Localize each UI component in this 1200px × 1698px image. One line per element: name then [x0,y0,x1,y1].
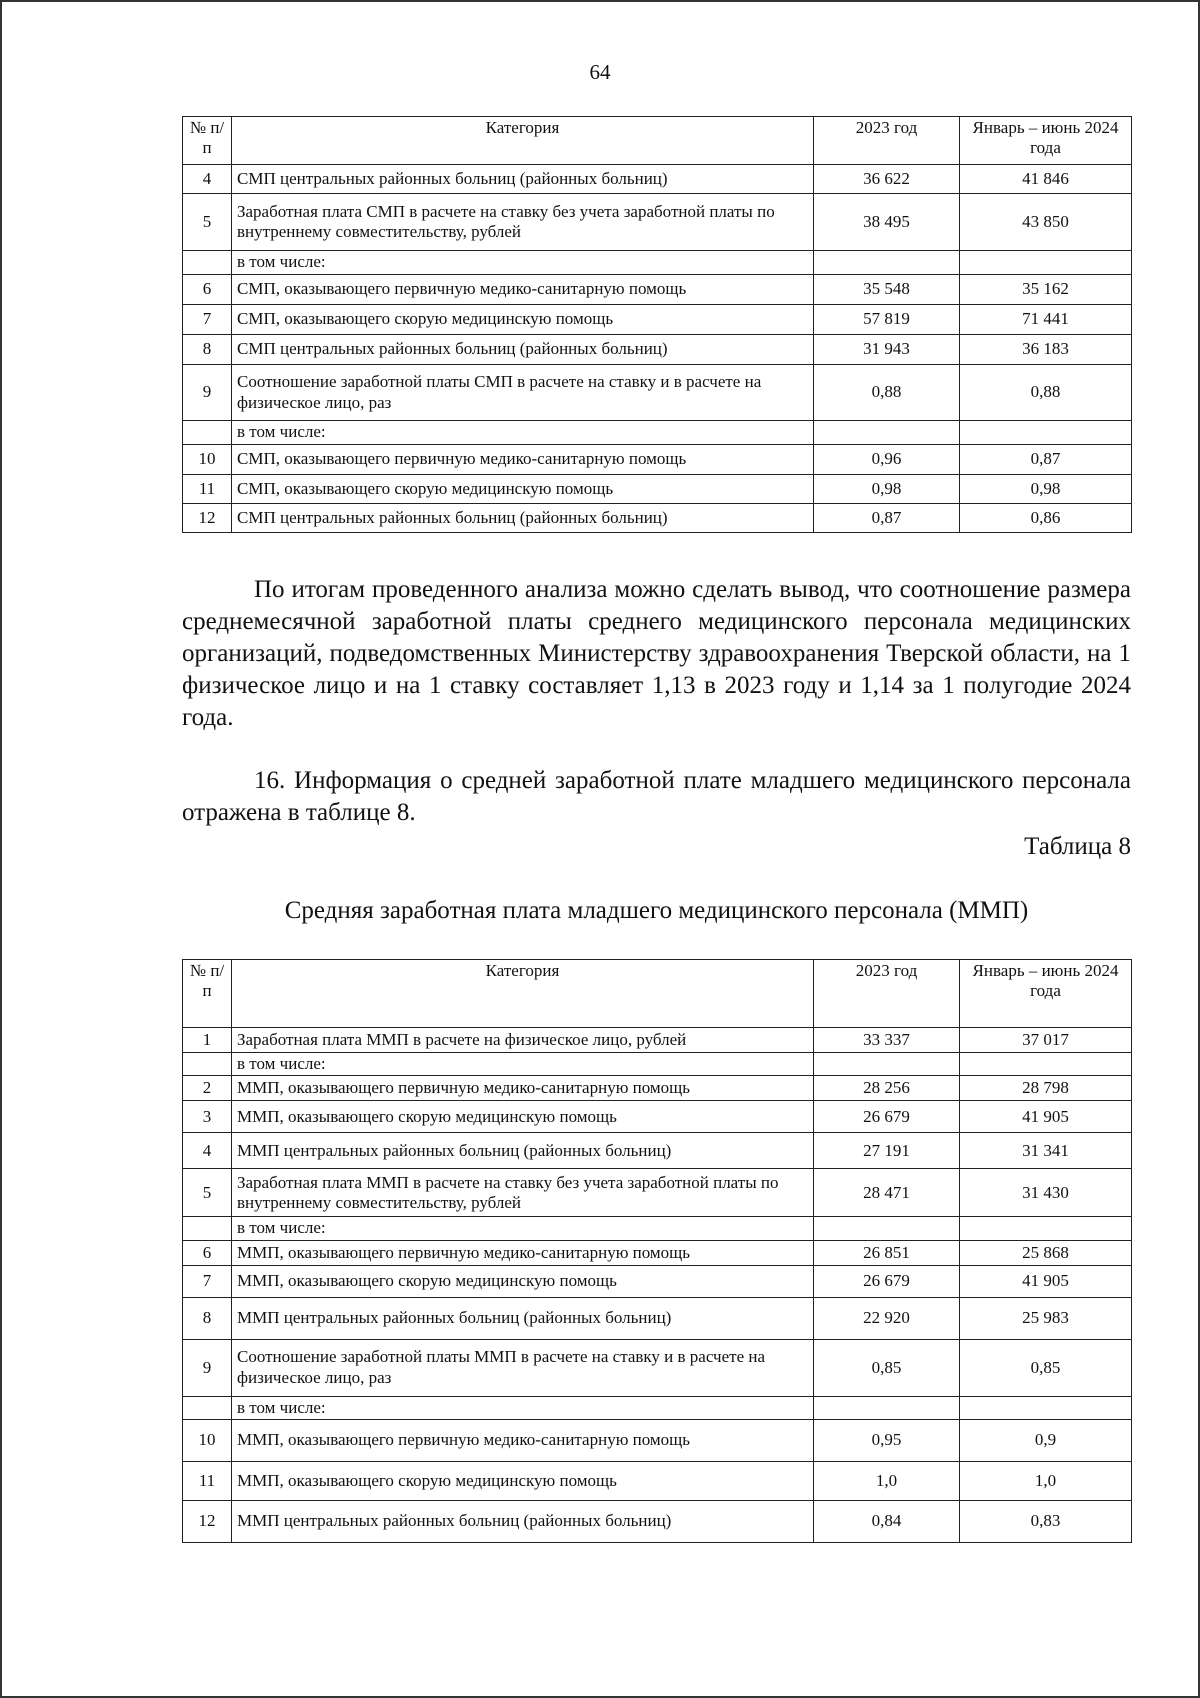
conclusion-paragraph: По итогам проведенного анализа можно сделать вывод, что соотношение размера среднемесячной заработной платы среднего медицинского персонала медицинских организаций, подведомственных Министерству здравоохранения Тверской области, на 1 физическое лицо и на 1 ставку составляет 1,13 в 2023 году и 1,14 за 1 полугодие 2024 года. [182,576,1131,731]
table-row [183,1169,1132,1217]
row-number: 2 [183,1076,232,1101]
header-2023: 2023 год [814,117,960,165]
table-row [183,475,1132,504]
row-value-2024: 25 868 [960,1240,1132,1265]
row-category: ММП, оказывающего скорую медицинскую помощь [232,1462,814,1501]
row-category: в том числе: [232,1053,814,1076]
row-number: 5 [183,1169,232,1217]
table-row [183,1240,1132,1265]
row-category: ММП, оказывающего скорую медицинскую помощь [232,1265,814,1297]
header-number: № п/п [183,117,232,165]
header-category: Категория [232,117,814,165]
row-number: 6 [183,275,232,305]
row-number [183,1396,232,1419]
salary-table-smp [182,116,1132,533]
row-value-2024 [960,421,1132,445]
table-row [183,1217,1132,1240]
row-category: ММП центральных районных больниц (районных больниц) [232,1133,814,1169]
row-number: 1 [183,1028,232,1053]
row-number: 3 [183,1101,232,1133]
table-row [183,275,1132,305]
table-row [183,445,1132,475]
table-row [183,1462,1132,1501]
row-value-2024: 41 905 [960,1265,1132,1297]
table-row [183,1028,1132,1053]
row-number: 12 [183,504,232,533]
row-category: СМП, оказывающего скорую медицинскую помощь [232,475,814,504]
row-value-2023: 31 943 [814,335,960,365]
table-row [183,305,1132,335]
row-value-2024: 28 798 [960,1076,1132,1101]
row-value-2024: 31 341 [960,1133,1132,1169]
row-value-2023 [814,1053,960,1076]
row-value-2024: 25 983 [960,1297,1132,1339]
row-value-2023 [814,1217,960,1240]
table-row [183,1053,1132,1076]
row-value-2024: 0,98 [960,475,1132,504]
row-category: ММП, оказывающего первичную медико-санитарную помощь [232,1240,814,1265]
row-number [183,1217,232,1240]
row-category: ММП, оказывающего первичную медико-санитарную помощь [232,1420,814,1462]
row-value-2024: 1,0 [960,1462,1132,1501]
row-value-2024: 36 183 [960,335,1132,365]
row-category: в том числе: [232,251,814,275]
row-number: 10 [183,445,232,475]
row-value-2023: 35 548 [814,275,960,305]
row-number: 10 [183,1420,232,1462]
header-2024: Январь – июнь 2024 года [960,960,1132,1028]
row-number: 4 [183,1133,232,1169]
table-row [183,1501,1132,1543]
row-number: 5 [183,194,232,251]
table-row [183,1339,1132,1396]
row-value-2024: 71 441 [960,305,1132,335]
row-value-2023: 22 920 [814,1297,960,1339]
table-row [183,251,1132,275]
row-value-2024 [960,251,1132,275]
row-value-2023 [814,251,960,275]
row-category: СМП, оказывающего скорую медицинскую помощь [232,305,814,335]
row-number: 9 [183,365,232,421]
row-category: Заработная плата ММП в расчете на ставку без учета заработной платы по внутреннему совместительству, рублей [232,1169,814,1217]
row-value-2023: 26 679 [814,1265,960,1297]
row-category: в том числе: [232,421,814,445]
row-value-2023: 0,88 [814,365,960,421]
table-row [183,365,1132,421]
row-value-2024: 0,88 [960,365,1132,421]
salary-table-mmp [182,959,1132,1543]
row-category: ММП, оказывающего скорую медицинскую помощь [232,1101,814,1133]
row-value-2024: 0,83 [960,1501,1132,1543]
row-value-2024: 31 430 [960,1169,1132,1217]
row-category: ММП, оказывающего первичную медико-санитарную помощь [232,1076,814,1101]
row-value-2023: 1,0 [814,1462,960,1501]
row-value-2023: 57 819 [814,305,960,335]
row-value-2023: 38 495 [814,194,960,251]
header-2023: 2023 год [814,960,960,1028]
row-value-2023: 36 622 [814,165,960,194]
row-value-2024: 0,9 [960,1420,1132,1462]
row-value-2024: 0,86 [960,504,1132,533]
row-category: Соотношение заработной платы СМП в расчете на ставку и в расчете на физическое лицо, раз [232,365,814,421]
row-value-2023: 28 471 [814,1169,960,1217]
row-category: СМП центральных районных больниц (районных больниц) [232,335,814,365]
row-value-2023: 0,84 [814,1501,960,1543]
row-value-2024 [960,1053,1132,1076]
row-category: СМП центральных районных больниц (районных больниц) [232,165,814,194]
row-number: 4 [183,165,232,194]
row-category: СМП, оказывающего первичную медико-санитарную помощь [232,275,814,305]
row-number [183,251,232,275]
row-value-2023 [814,421,960,445]
row-category: Заработная плата СМП в расчете на ставку без учета заработной платы по внутреннему совместительству, рублей [232,194,814,251]
table-label: Таблица 8 [1024,833,1131,860]
row-number: 8 [183,335,232,365]
row-value-2024: 0,85 [960,1339,1132,1396]
table-row [183,1265,1132,1297]
table-row [183,194,1132,251]
row-category: СМП центральных районных больниц (районных больниц) [232,504,814,533]
row-value-2023: 33 337 [814,1028,960,1053]
table-row [183,165,1132,194]
row-value-2023: 28 256 [814,1076,960,1101]
row-value-2024: 41 905 [960,1101,1132,1133]
header-number: № п/п [183,960,232,1028]
header-category: Категория [232,960,814,1028]
row-value-2023: 0,87 [814,504,960,533]
row-value-2024: 37 017 [960,1028,1132,1053]
row-value-2023: 26 851 [814,1240,960,1265]
table-row [183,1133,1132,1169]
row-number: 11 [183,475,232,504]
row-category: Соотношение заработной платы ММП в расчете на ставку и в расчете на физическое лицо, раз [232,1339,814,1396]
row-value-2024: 41 846 [960,165,1132,194]
row-category: в том числе: [232,1396,814,1419]
table-row [183,1420,1132,1462]
row-category: в том числе: [232,1217,814,1240]
table-header-row [183,117,1132,165]
row-number: 12 [183,1501,232,1543]
row-value-2024 [960,1396,1132,1419]
row-value-2024: 35 162 [960,275,1132,305]
row-value-2023: 0,96 [814,445,960,475]
row-value-2023: 0,85 [814,1339,960,1396]
row-category: Заработная плата ММП в расчете на физическое лицо, рублей [232,1028,814,1053]
row-value-2023 [814,1396,960,1419]
row-category: ММП центральных районных больниц (районных больниц) [232,1501,814,1543]
row-value-2024: 43 850 [960,194,1132,251]
row-value-2023: 27 191 [814,1133,960,1169]
table-row [183,421,1132,445]
row-number: 8 [183,1297,232,1339]
row-number: 11 [183,1462,232,1501]
row-number: 9 [183,1339,232,1396]
table-row [183,1297,1132,1339]
row-number: 7 [183,1265,232,1297]
row-value-2023: 26 679 [814,1101,960,1133]
row-category: ММП центральных районных больниц (районных больниц) [232,1297,814,1339]
section-16-paragraph: 16. Информация о средней заработной плате младшего медицинского персонала отражена в таблице 8. [182,767,1131,826]
row-number: 7 [183,305,232,335]
table-row [183,1101,1132,1133]
row-value-2023: 0,95 [814,1420,960,1462]
table-row [183,504,1132,533]
table-header-row [183,960,1132,1028]
table-row [183,1396,1132,1419]
row-number [183,1053,232,1076]
row-value-2023: 0,98 [814,475,960,504]
header-2024: Январь – июнь 2024 года [960,117,1132,165]
page-number: 64 [589,60,611,84]
table-title: Средняя заработная плата младшего медицинского персонала (ММП) [284,897,1029,924]
row-category: СМП, оказывающего первичную медико-санитарную помощь [232,445,814,475]
row-number: 6 [183,1240,232,1265]
row-value-2024: 0,87 [960,445,1132,475]
row-number [183,421,232,445]
table-row [183,335,1132,365]
row-value-2024 [960,1217,1132,1240]
table-row [183,1076,1132,1101]
